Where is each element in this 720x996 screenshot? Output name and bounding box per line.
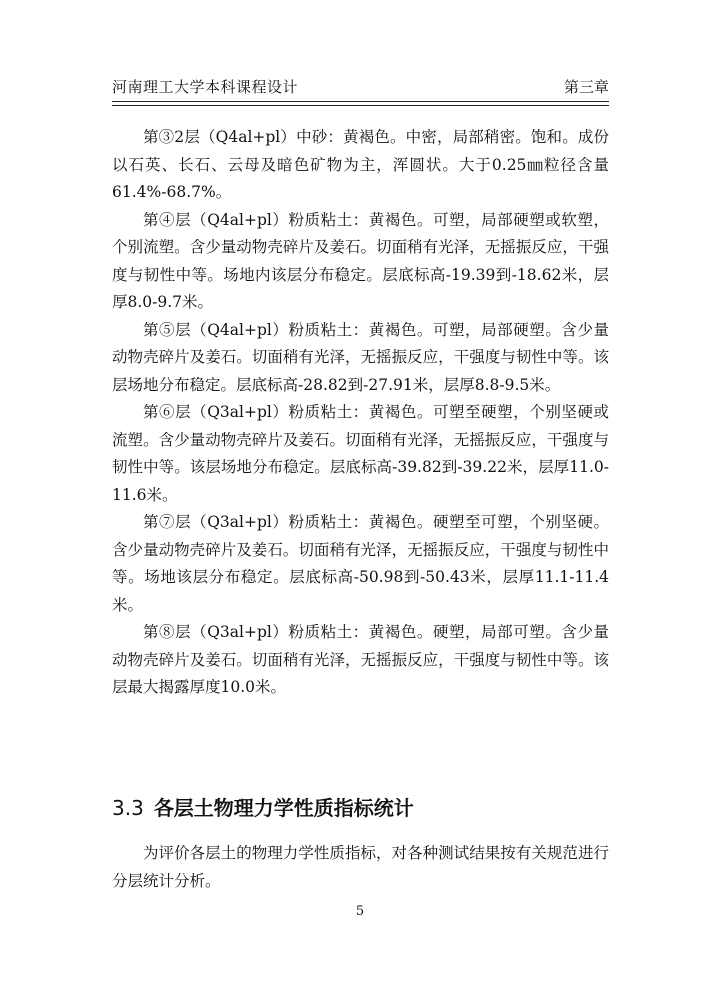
page-number: 5 (355, 904, 365, 919)
section-intro-text: 为评价各层土的物理力学性质指标，对各种测试结果按有关规范进行分层统计分析。 (112, 844, 609, 890)
paragraph-layer-3-2: 第③2层（Q4al+pl）中砂：黄褐色。中密，局部稍密。饱和。成份以石英、长石、云母及暗色矿物为主，浑圆状。大于0.25㎜粒径含量61.4%-68.7%。 (112, 128, 609, 201)
section-intro (112, 840, 609, 895)
paragraph-layer-6: 第⑥层（Q3al+pl）粉质粘土：黄褐色。可塑至硬塑，个别坚硬或流塑。含少量动物壳碎片及姜石。切面稍有光泽，无摇振反应，干强度与韧性中等。该层场地分布稳定。层底标高-39.82到-39.22米，层厚11.0-11.6米。 (112, 403, 609, 504)
section-number: 3.3 (112, 796, 144, 820)
body-text (112, 124, 609, 702)
header-rule-thin (112, 105, 609, 106)
paragraph-layer-4: 第④层（Q4al+pl）粉质粘土：黄褐色。可塑，局部硬塑或软塑，个别流塑。含少量动物壳碎片及姜石。切面稍有光泽，无摇振反应，干强度与韧性中等。场地内该层分布稳定。层底标高-19.39到-18.62米，层厚8.0-9.7米。 (112, 210, 609, 311)
paragraph-layer-8: 第⑧层（Q3al+pl）粉质粘土：黄褐色。硬塑，局部可塑。含少量动物壳碎片及姜石。切面稍有光泽，无摇振反应，干强度与韧性中等。该层最大揭露厚度10.0米。 (112, 623, 609, 696)
paragraph-layer-7: 第⑦层（Q3al+pl）粉质粘土：黄褐色。硬塑至可塑，个别坚硬。含少量动物壳碎片及姜石。切面稍有光泽，无摇振反应，干强度与韧性中等。场地该层分布稳定。层底标高-50.98到-50.43米，层厚11.1-11.4米。 (112, 513, 609, 614)
paragraph-layer-5: 第⑤层（Q4al+pl）粉质粘土：黄褐色。可塑，局部硬塑。含少量动物壳碎片及姜石。切面稍有光泽，无摇振反应，干强度与韧性中等。该层场地分布稳定。层底标高-28.82到-27.91米，层厚8.8-9.5米。 (112, 320, 609, 394)
header-rule-thick (112, 101, 609, 102)
section-heading (112, 792, 609, 821)
header-chapter: 第三章 (563, 78, 609, 96)
section-title: 各层土物理力学性质指标统计 (153, 796, 414, 820)
header-school-title: 河南理工大学本科课程设计 (112, 78, 299, 96)
page-header (112, 72, 609, 100)
